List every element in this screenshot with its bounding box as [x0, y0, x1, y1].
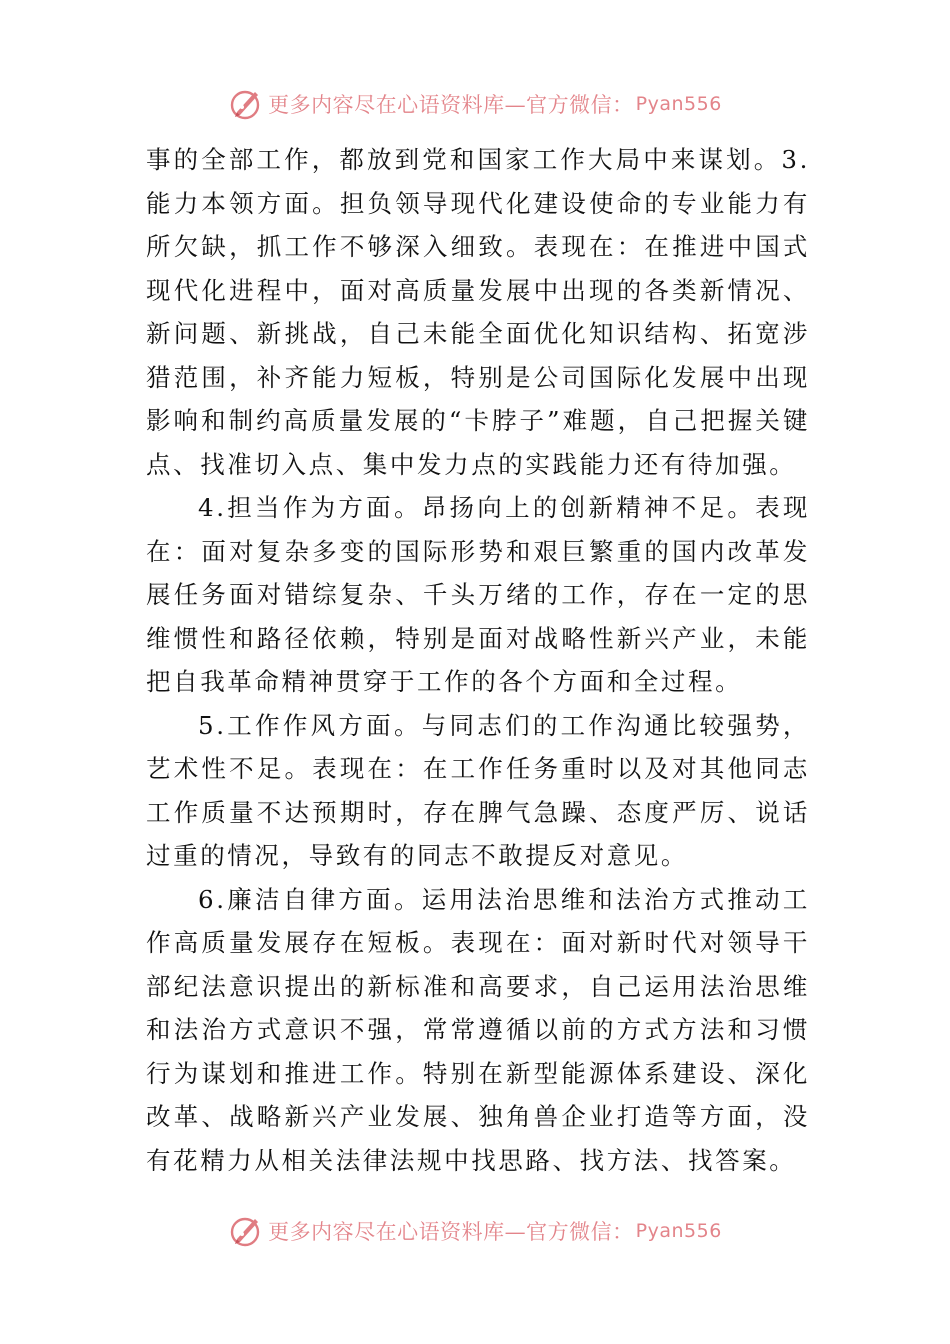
pen-seal-icon	[228, 1213, 264, 1249]
watermark-wechat-id: Pyan556	[635, 1220, 722, 1242]
paragraph-1: 事的全部工作，都放到党和国家工作大局中来谋划。3.能力本领方面。担负领导现代化建设使命的专业能力有所欠缺，抓工作不够深入细致。表现在：在推进中国式现代化进程中，面对高质量发展中出现的各类新情况、新问题、新挑战，自己未能全面优化知识结构、拓宽涉猎范围，补齐能力短板，特别是公司国际化发展中出现影响和制约高质量发展的“卡脖子”难题，自己把握关键点、找准切入点、集中发力点的实践能力还有待加强。	[146, 145, 810, 479]
footer-watermark	[0, 1211, 950, 1251]
watermark-text: 更多内容尽在心语资料库—官方微信：	[268, 93, 634, 117]
paragraph-3: 5.工作作风方面。与同志们的工作沟通比较强势，艺术性不足。表现在：在工作任务重时以及对其他同志工作质量不达预期时，存在脾气急躁、态度严厉、说话过重的情况，导致有的同志不敢提反对意见。	[146, 710, 810, 870]
document-body	[146, 138, 810, 1182]
header-watermark	[0, 84, 950, 124]
watermark-text: 更多内容尽在心语资料库—官方微信：	[268, 1220, 634, 1244]
paragraph-2: 4.担当作为方面。昂扬向上的创新精神不足。表现在：面对复杂多变的国际形势和艰巨繁重的国内改革发展任务面对错综复杂、千头万绪的工作，存在一定的思维惯性和路径依赖，特别是面对战略性新兴产业，未能把自我革命精神贯穿于工作的各个方面和全过程。	[146, 493, 810, 696]
paragraph-4: 6.廉洁自律方面。运用法治思维和法治方式推动工作高质量发展存在短板。表现在：面对新时代对领导干部纪法意识提出的新标准和高要求，自己运用法治思维和法治方式意识不强，常常遵循以前的方式方法和习惯行为谋划和推进工作。特别在新型能源体系建设、深化改革、战略新兴产业发展、独角兽企业打造等方面，没有花精力从相关法律法规中找思路、找方法、找答案。	[146, 884, 810, 1175]
watermark-wechat-id: Pyan556	[635, 93, 722, 115]
pen-seal-icon	[228, 86, 264, 122]
